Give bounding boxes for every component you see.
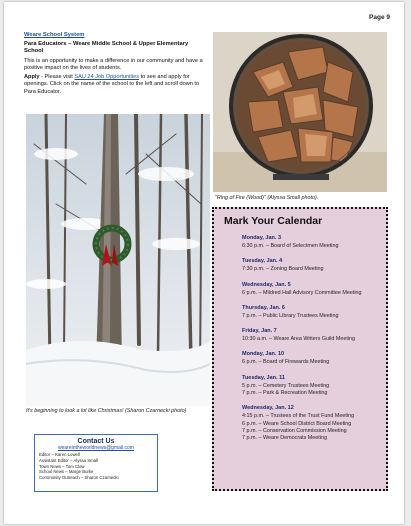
calendar-event: 10:30 a.m. – Weare Area Writers Guild Meeting [242,336,356,343]
calendar-day: Tuesday, Jan. 11 [242,374,285,381]
article-body: This is an opportunity to make a difference in our community and have a positive impact on the lives of students. [24,57,203,71]
contact-line: Community Outreach – Sharon Czarnecki [39,475,119,481]
calendar-box [212,207,388,491]
apply-label: Apply [24,74,40,81]
contact-email-link[interactable]: weareintheworldnews@gmail.com [58,445,134,451]
article-subheading: Para Educators – Weare Middle School & Upper Elementary School [24,40,189,55]
calendar-event: 7 p.m. – Conservation Commission Meeting [242,427,347,434]
school-article [24,32,204,96]
calendar-day: Thursday, Jan. 6 [242,304,285,311]
calendar-event: 6:30 p.m. – Board of Selectmen Meeting [242,243,339,249]
firewood-photo-caption: "Ring of Fire (Wood)" (Alyssa Small photo). [215,195,319,201]
article-apply [24,74,204,96]
calendar-event: 7 p.m. – Weare Democrats Meeting [242,435,327,442]
contact-line: Editor – Karen Lowell [39,452,80,457]
job-opportunities-link[interactable]: SAU 24 Job Opportunities [74,74,140,81]
calendar-event: 5 p.m. – Cemetery Trustees Meeting [242,382,330,389]
calendar-event: 7:30 p.m. – Zoning Board Meeting [242,266,324,273]
contact-line: Assistant Editor – Alyssa Small [39,457,98,463]
calendar-event: 6 p.m. – Board of Firewards Meeting [242,359,330,366]
contact-title: Contact Us [77,438,115,445]
tree-photo-caption: It's beginning to look a lot like Christmas! (Sharon Czarnecki photo) [26,408,187,414]
calendar-day: Wednesday, Jan. 5 [242,281,291,288]
snowy-tree-photo [26,114,210,406]
calendar-day: Wednesday, Jan. 12 [242,405,294,412]
calendar-day: Monday, Jan. 10 [242,351,285,358]
newsletter-page [4,2,404,524]
calendar-title: Mark Your Calendar [224,215,323,227]
calendar-day: Monday, Jan. 3 [242,235,282,241]
page-number: Page 9 [369,14,390,21]
calendar-event: 7 p.m. – Park & Recreation Meeting [242,390,328,397]
calendar-event: 7 p.m. – Public Library Trustees Meeting [242,312,339,319]
firewood-ring-photo [213,32,387,192]
apply-text-post: to see and apply for openings. Click on the name of the school to the left and scroll down to Para Educator. [24,74,200,95]
calendar-day: Friday, Jan. 7 [242,328,277,335]
calendar-day: Tuesday, Jan. 4 [242,258,283,265]
calendar-event: 6 p.m. – Mildred Hall Advisory Committee Meeting [242,289,362,296]
contact-line: School News – Marge Burke [39,469,94,475]
calendar-event: 4:15 p.m. – Trustees of the Trust Fund Meeting [242,413,355,420]
calendar-event: 6 p.m. – Weare School District Board Meeting [242,420,352,427]
contact-box [34,434,158,492]
apply-text-pre: - Please visit [39,74,75,81]
contact-line: Town News – Tom Clow [39,463,85,469]
article-heading[interactable]: Weare School System [24,32,85,38]
